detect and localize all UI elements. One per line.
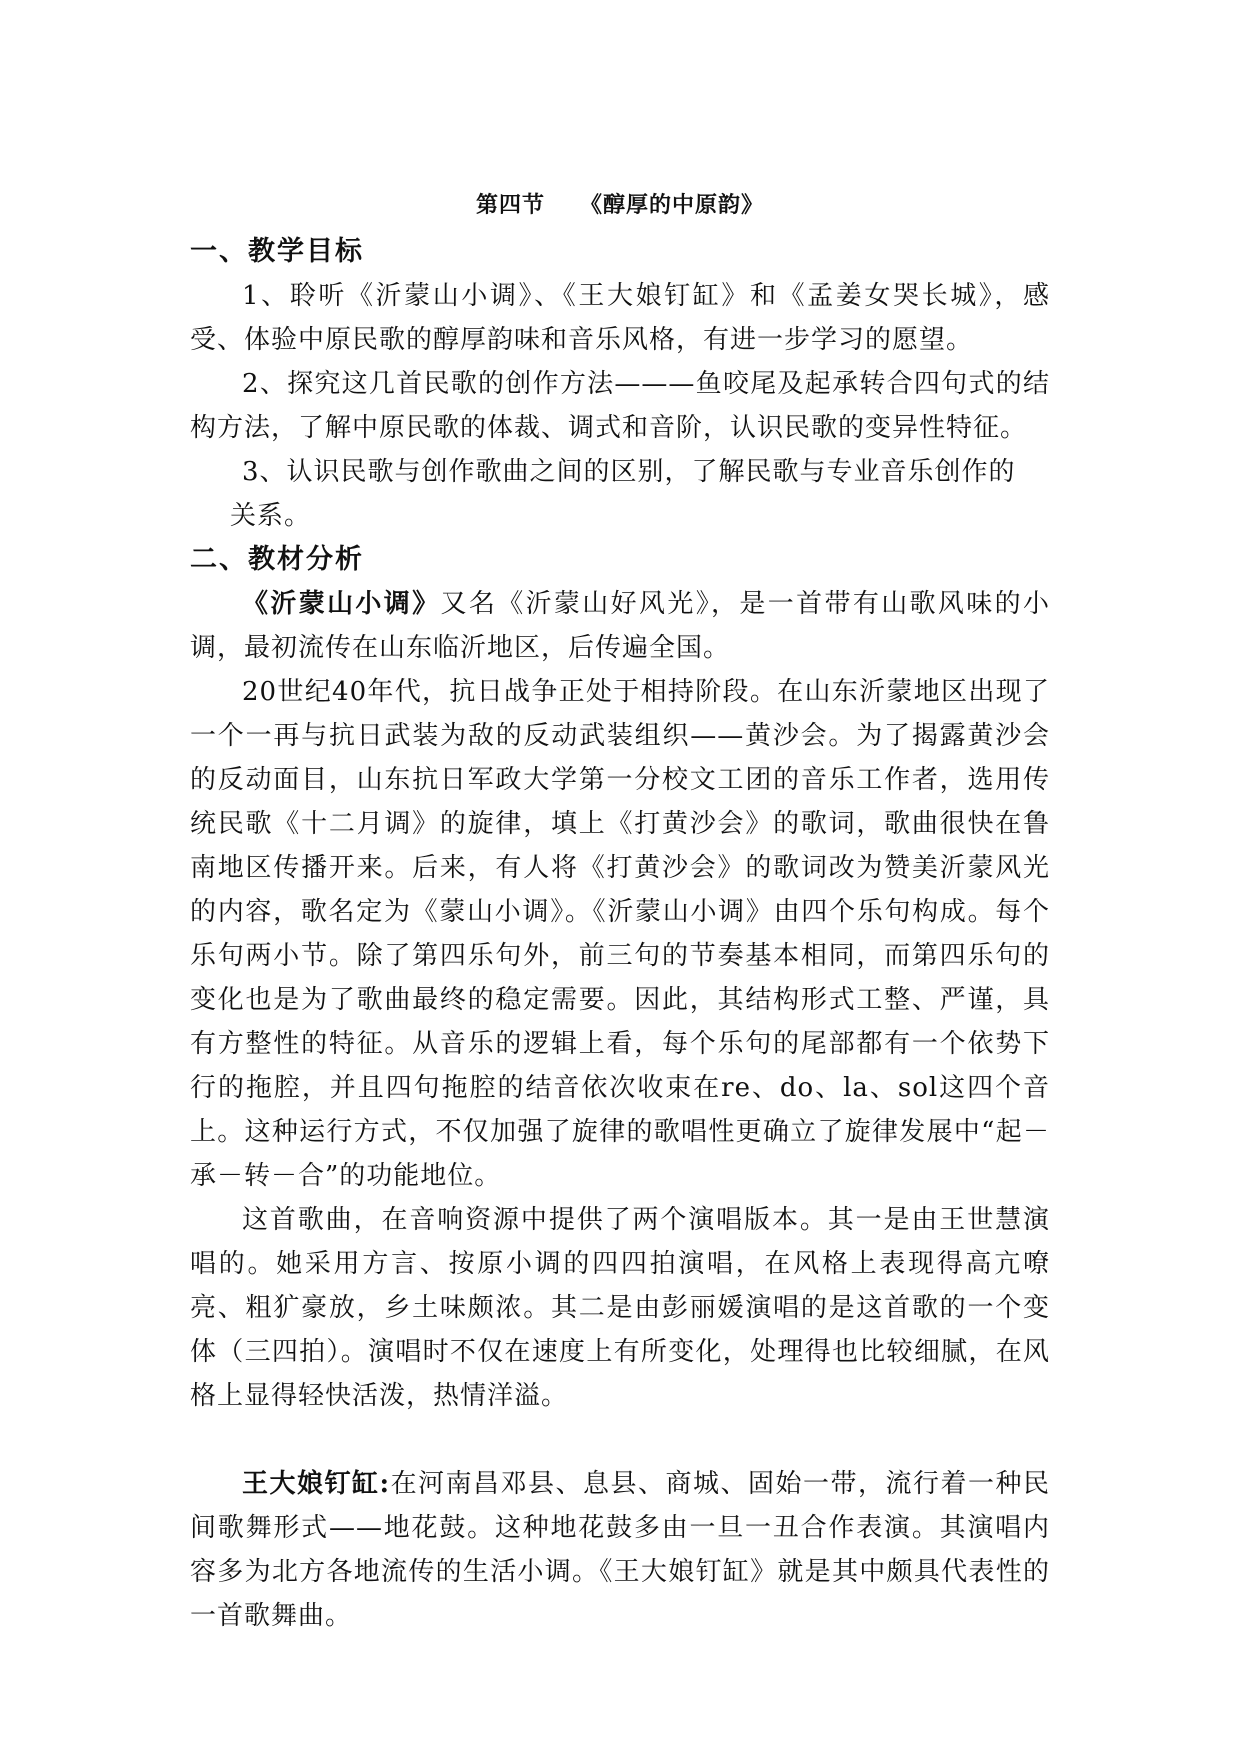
analysis-paragraph-1-text: 又名《沂蒙山好风光》，是一首带有山歌风味的小调，最初流传在山东临沂地区，后传遍全国。 (190, 589, 1050, 663)
analysis-paragraph-3: 这首歌曲，在音响资源中提供了两个演唱版本。其一是由王世慧演唱的。她采用方言、按原小调的四四拍演唱，在风格上表现得高亢嘹亮、粗犷豪放，乡土味颇浓。其二是由彭丽媛演唱的是这首歌的一个变体（三四拍）。演唱时不仅在速度上有所变化，处理得也比较细腻，在风格上显得轻快活泼，热情洋溢。 (190, 1205, 1050, 1411)
goal-item-3-line-2: 关系。 (230, 501, 312, 531)
goal-item-3-line-1: 3、认识民歌与创作歌曲之间的区别，了解民歌与专业音乐创作的 (242, 457, 1016, 487)
document-title: 第四节 《醇厚的中原韵》 (475, 192, 764, 218)
goal-item-2: 2、探究这几首民歌的创作方法———鱼咬尾及起承转合四句式的结构方法，了解中原民歌的体裁、调式和音阶，认识民歌的变异性特征。 (190, 369, 1050, 443)
section-heading-teaching-goals: 一、教学目标 (190, 236, 364, 267)
analysis-paragraph-1 (190, 582, 1050, 670)
song-title-wangdaniang: 王大娘钉缸: (242, 1469, 391, 1499)
song-title-yimeng: 《沂蒙山小调》 (242, 589, 441, 619)
analysis-paragraph-4 (190, 1462, 1050, 1638)
document-page (190, 190, 1050, 1638)
analysis-paragraph-2: 20世纪40年代，抗日战争正处于相持阶段。在山东沂蒙地区出现了一个一再与抗日武装为敌的反动武装组织——黄沙会。为了揭露黄沙会的反动面目，山东抗日军政大学第一分校文工团的音乐工作者，选用传统民歌《十二月调》的旋律，填上《打黄沙会》的歌词，歌曲很快在鲁南地区传播开来。后来，有人将《打黄沙会》的歌词改为赞美沂蒙风光的内容，歌名定为《蒙山小调》。《沂蒙山小调》由四个乐句构成。每个乐句两小节。除了第四乐句外，前三句的节奏基本相同，而第四乐句的变化也是为了歌曲最终的稳定需要。因此，其结构形式工整、严谨，具有方整性的特征。从音乐的逻辑上看，每个乐句的尾部都有一个依势下行的拖腔，并且四句拖腔的结音依次收束在re、do、la、sol这四个音上。这种运行方式，不仅加强了旋律的歌唱性更确立了旋律发展中“起－承－转－合”的功能地位。 (190, 677, 1050, 1191)
section-heading-material-analysis: 二、教材分析 (190, 544, 364, 575)
analysis-paragraph-4-text: 在河南昌邓县、息县、商城、固始一带，流行着一种民间歌舞形式——地花鼓。这种地花鼓多由一旦一丑合作表演。其演唱内容多为北方各地流传的生活小调。《王大娘钉缸》就是其中颇具代表性的一首歌舞曲。 (190, 1469, 1050, 1631)
paragraph-spacer (190, 1418, 1050, 1462)
goal-item-1: 1、聆听《沂蒙山小调》、《王大娘钉缸》和《孟姜女哭长城》，感受、体验中原民歌的醇厚韵味和音乐风格，有进一步学习的愿望。 (190, 281, 1050, 355)
